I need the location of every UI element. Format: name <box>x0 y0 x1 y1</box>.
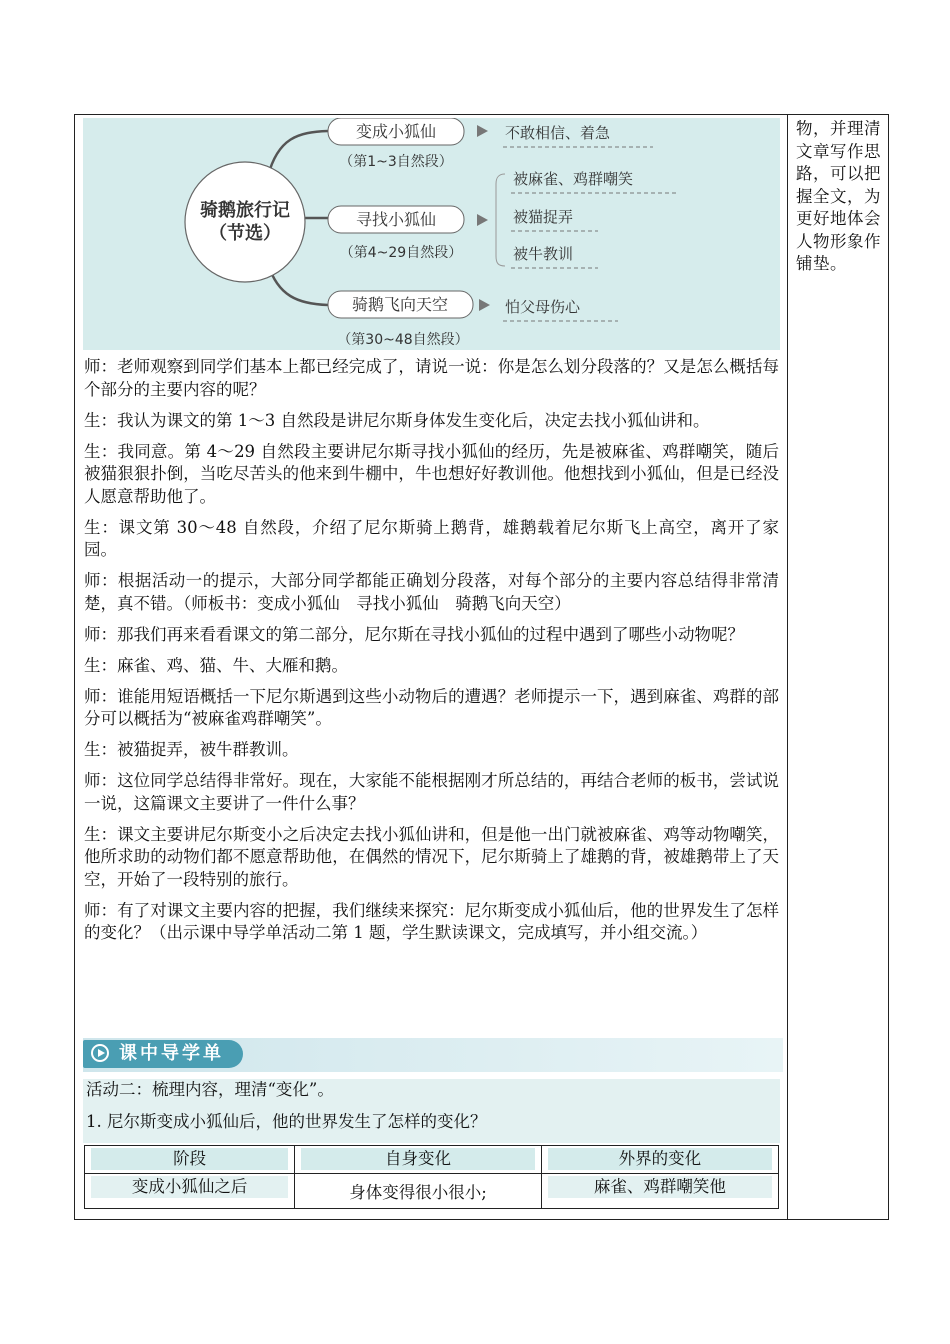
bracket-2 <box>496 174 505 266</box>
center-subtitle: （节选） <box>209 223 281 244</box>
branch-1-detail-1: 不敢相信、着急 <box>505 124 611 142</box>
branch-3-range: （第30~48自然段） <box>337 332 469 348</box>
branch-1-title: 变成小狐仙 <box>355 122 437 141</box>
side-note: 物，并理清文章写作思路，可以把握全文，为更好地体会人物形象作铺垫。 <box>796 119 881 273</box>
column-divider <box>787 114 788 1220</box>
dialogue-para-3: 生：我同意。第 4～29 自然段主要讲尼尔斯寻找小狐仙的经历，先是被麻雀、鸡群嘲笑，随后被猫狠狠扑倒，当吃尽苦头的他来到牛棚中，牛也想好好教训他。他想找到小狐仙，但是已经没人愿意帮助他了。 <box>84 441 779 506</box>
change-table <box>84 1145 779 1209</box>
branch-2-title: 寻找小狐仙 <box>355 210 437 229</box>
dialogue-para-4: 生：课文第 30～48 自然段，介绍了尼尔斯骑上鹅背，雄鹅载着尼尔斯飞上高空，离开了家园。 <box>84 517 779 559</box>
guide-banner <box>83 1038 783 1072</box>
branch-2-detail-3: 被牛教训 <box>513 245 574 263</box>
dialogue-para-2: 生：我认为课文的第 1～3 自然段是讲尼尔斯身体发生变化后，决定去找小狐仙讲和。 <box>84 410 710 430</box>
mindmap <box>83 118 780 350</box>
dialogue-para-12: 师：有了对课文主要内容的把握，我们继续来探究：尼尔斯变成小狐仙后，他的世界发生了怎样的变化？（出示课中导学单活动二第 1 题，学生默读课文，完成填写，并小组交流。） <box>84 900 779 942</box>
branch-1-range: （第1~3自然段） <box>339 154 453 170</box>
dialogue-para-7: 生：麻雀、鸡、猫、牛、大雁和鹅。 <box>84 655 348 675</box>
activity-question: 1. 尼尔斯变成小狐仙后，他的世界发生了怎样的变化？ <box>86 1111 487 1131</box>
table-cell: 身体变得很小很小; <box>295 1174 541 1209</box>
table-header-cell: 自身变化 <box>295 1146 541 1174</box>
dialogue-para-10: 师：这位同学总结得非常好。现在，大家能不能根据刚才所总结的，再结合老师的板书，尝试说一说，这篇课文主要讲了一件什么事？ <box>84 771 779 813</box>
table-header-cell: 阶段 <box>85 1146 295 1174</box>
dialogue-para-1: 师：老师观察到同学们基本上都已经完成了，请说一说：你是怎么划分段落的？又是怎么概括每个部分的主要内容的呢？ <box>84 357 779 399</box>
table-header-row <box>85 1146 779 1174</box>
arrow-2 <box>477 214 488 226</box>
branch-2-range: （第4~29自然段） <box>339 245 463 261</box>
branch-3-title: 骑鹅飞向天空 <box>351 295 449 314</box>
dialogue-para-9: 生：被猫捉弄，被牛群教训。 <box>84 740 299 759</box>
branch-line-1 <box>268 131 328 176</box>
branch-2-detail-1: 被麻雀、鸡群嘲笑 <box>513 170 634 188</box>
arrow-1 <box>477 125 488 137</box>
dialogue-para-5: 师：根据活动一的提示，大部分同学都能正确划分段落，对每个部分的主要内容总结得非常清楚，真不错。（师板书：变成小狐仙 寻找小狐仙 骑鹅飞向天空） <box>84 571 779 613</box>
center-circle <box>185 162 305 282</box>
activity-title: 活动二：梳理内容，理清“变化”。 <box>86 1080 334 1099</box>
dialogue-para-11: 生：课文主要讲尼尔斯变小之后决定去找小狐仙讲和，但是他一出门就被麻雀、鸡等动物嘲笑，他所求助的动物们都不愿意帮助他，在偶然的情况下，尼尔斯骑上了雄鹅的背，被雄鹅带上了天空，开始了一段特别的旅行。 <box>84 824 779 889</box>
table-row <box>85 1174 779 1209</box>
table-cell: 麻雀、鸡群嘲笑他 <box>541 1174 778 1209</box>
table-cell: 变成小狐仙之后 <box>85 1174 295 1209</box>
guide-banner-label: 课中导学单 <box>119 1043 224 1064</box>
arrow-3 <box>479 299 490 311</box>
dialogue-para-8: 师：谁能用短语概括一下尼尔斯遇到这些小动物后的遭遇？老师提示一下，遇到麻雀、鸡群的部分可以概括为“被麻雀鸡群嘲笑”。 <box>84 686 779 728</box>
activity-box <box>83 1079 780 1143</box>
center-title: 骑鹅旅行记 <box>200 200 290 221</box>
branch-3-detail-1: 怕父母伤心 <box>505 298 581 316</box>
dialogue-section <box>84 356 779 953</box>
branch-2-detail-2: 被猫捉弄 <box>513 208 574 226</box>
guide-banner-tag <box>83 1040 243 1068</box>
mindmap-svg <box>83 118 780 350</box>
play-circle-icon <box>91 1044 109 1062</box>
table-header-cell: 外界的变化 <box>541 1146 778 1174</box>
dialogue-para-6: 师：那我们再来看看课文的第二部分，尼尔斯在寻找小狐仙的过程中遇到了哪些小动物呢？ <box>84 624 744 644</box>
